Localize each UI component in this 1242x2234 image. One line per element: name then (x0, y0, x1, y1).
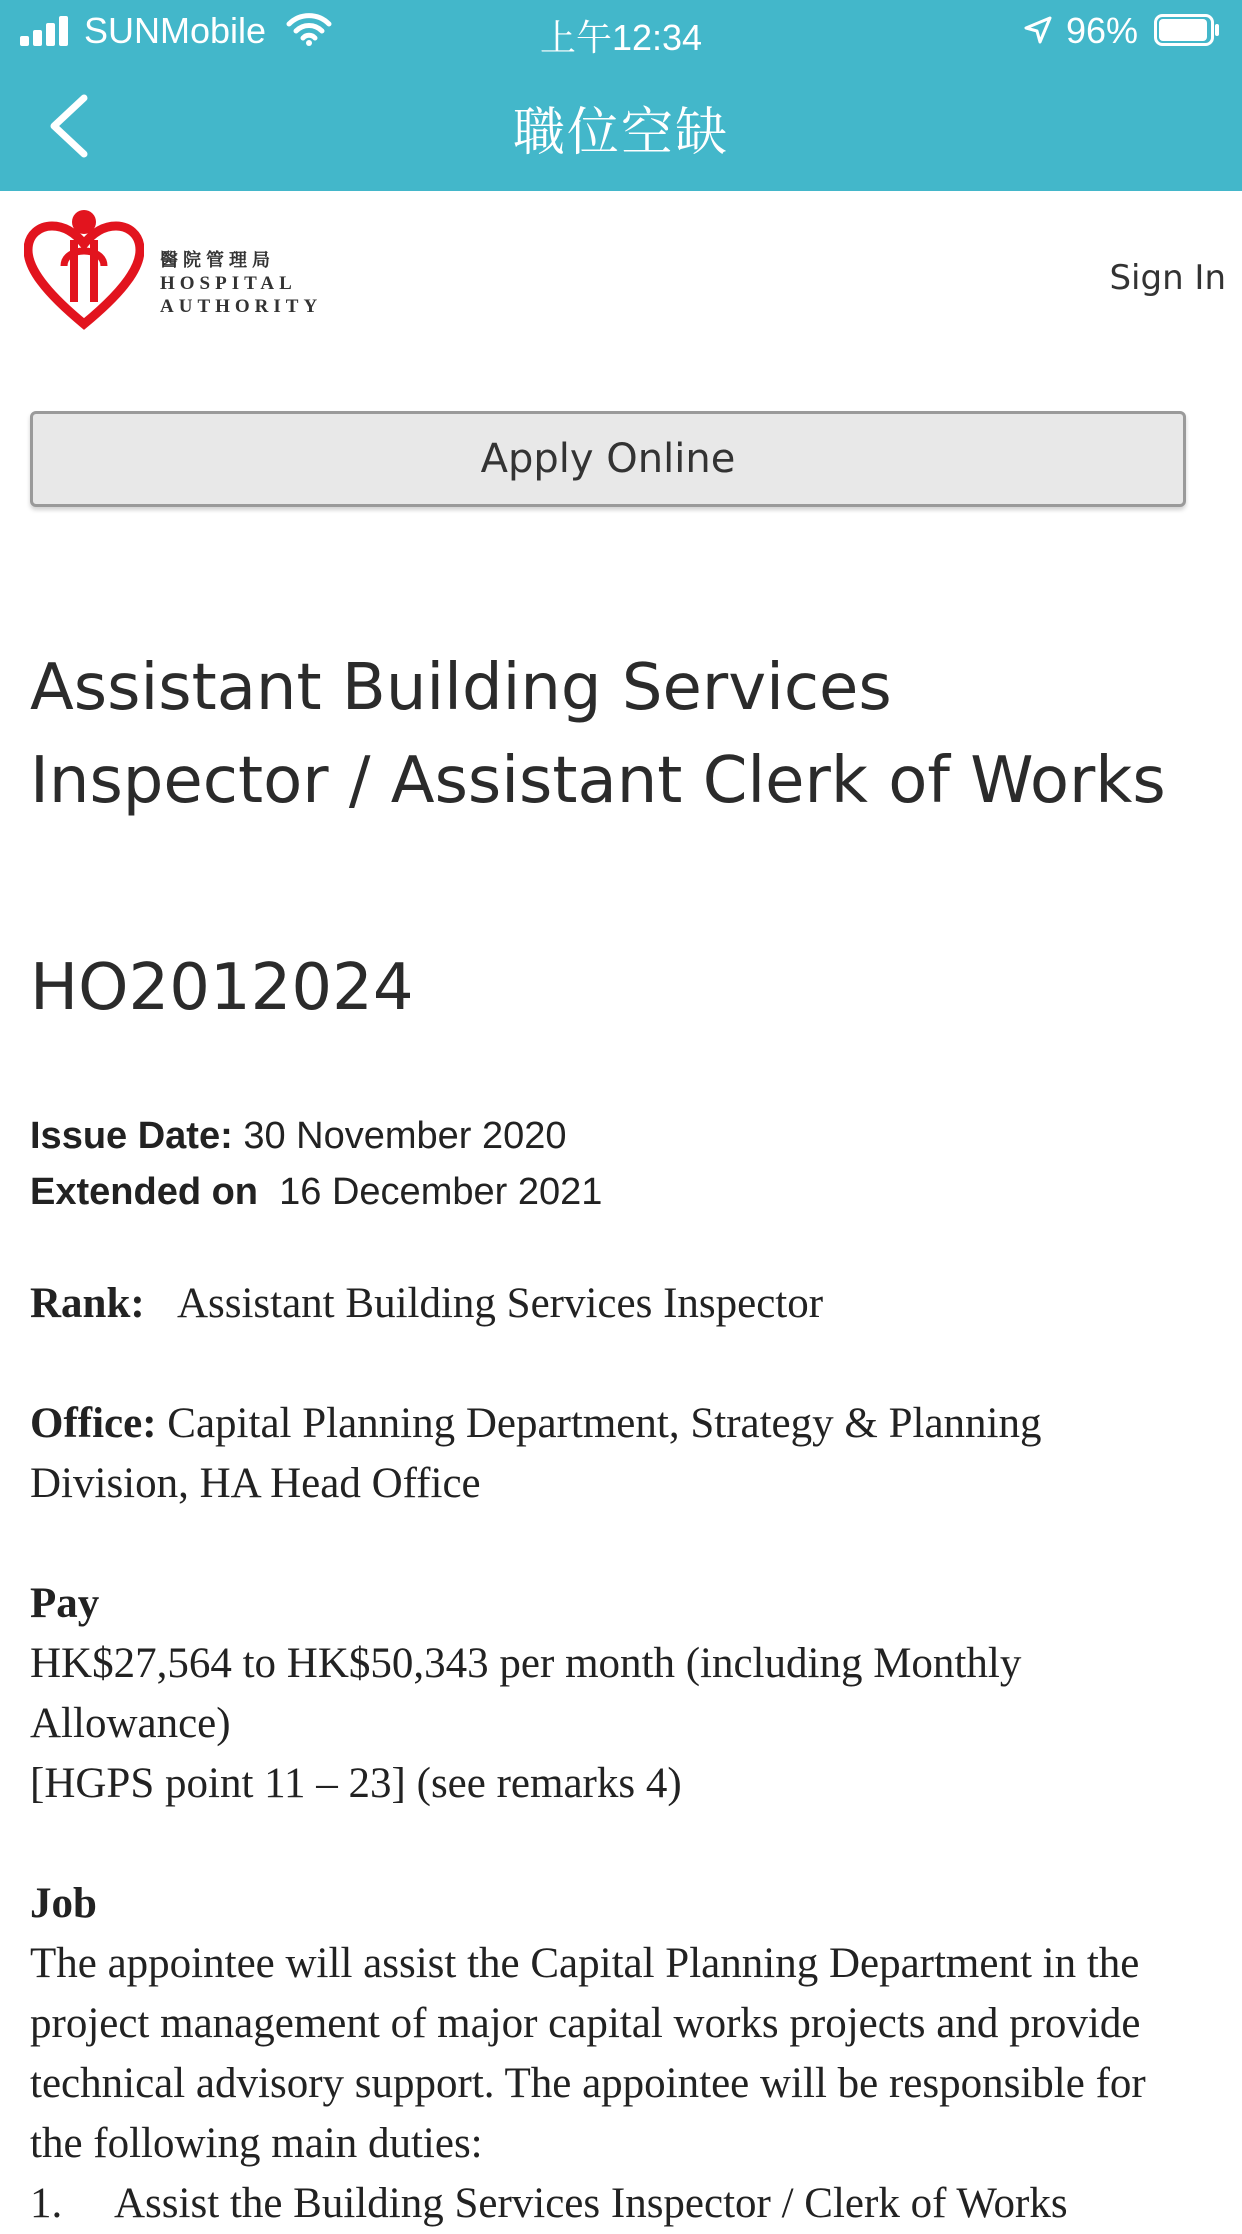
location-arrow-icon (1022, 14, 1054, 46)
pay-range: HK$27,564 to HK$50,343 per month (including Monthly Allowance) (30, 1640, 1022, 1747)
logo-english-2: AUTHORITY (160, 296, 323, 317)
rank-value: Assistant Building Services Inspector (176, 1280, 824, 1327)
nav-bar (0, 62, 1242, 191)
extended-label: Extended on (30, 1171, 259, 1213)
carrier-name: SUNMobile (84, 10, 267, 51)
logo-chinese: 醫院管理局 (160, 250, 275, 270)
office-label: Office: (30, 1400, 157, 1447)
logo-english-1: HOSPITAL (160, 273, 297, 294)
duty-item (30, 2174, 1210, 2234)
hospital-authority-logo[interactable] (24, 206, 324, 336)
job-label: Job (30, 1880, 97, 1927)
dates-block (30, 1108, 602, 1220)
job-title: Assistant Building Services Inspector / Assistant Clerk of Works (30, 651, 1166, 818)
duty-text: Assist the Building Services Inspector / Clerk of Works (114, 2180, 1068, 2227)
job-description: The appointee will assist the Capital Planning Department in the project management of major capital works projects and provide technical advisory support. The appointee will be responsible for the following main duties: (30, 1940, 1146, 2167)
nav-title: 職位空缺 (512, 104, 729, 162)
rank-section (30, 1274, 823, 1334)
extended-date: 16 December 2021 (279, 1171, 603, 1213)
pay-point: [HGPS point 11 – 23] (see remarks 4) (30, 1760, 682, 1807)
duty-number: 1. (30, 2180, 63, 2227)
ha-emblem-icon (24, 206, 144, 336)
battery-percent: 96% (1066, 10, 1139, 51)
rank-label: Rank: (30, 1280, 145, 1327)
battery-level (1159, 19, 1207, 41)
apply-online-button[interactable]: Apply Online (30, 411, 1186, 507)
office-value: Capital Planning Department, Strategy & Planning Division, HA Head Office (30, 1400, 1042, 1507)
issue-date: 30 November 2020 (243, 1115, 567, 1157)
sign-in-link[interactable]: Sign In (1109, 258, 1226, 298)
issue-date-label: Issue Date: (30, 1115, 233, 1157)
top-bar (0, 0, 1242, 191)
job-section (30, 1874, 1190, 2174)
logo-text (160, 246, 330, 318)
status-bar (0, 0, 1242, 62)
pay-label: Pay (30, 1580, 100, 1627)
clock: 上午12:34 (539, 17, 703, 58)
pay-section (30, 1574, 1190, 1814)
job-reference: HO2012024 (30, 951, 414, 1025)
battery-icon (1154, 14, 1220, 46)
office-section (30, 1394, 1190, 1514)
